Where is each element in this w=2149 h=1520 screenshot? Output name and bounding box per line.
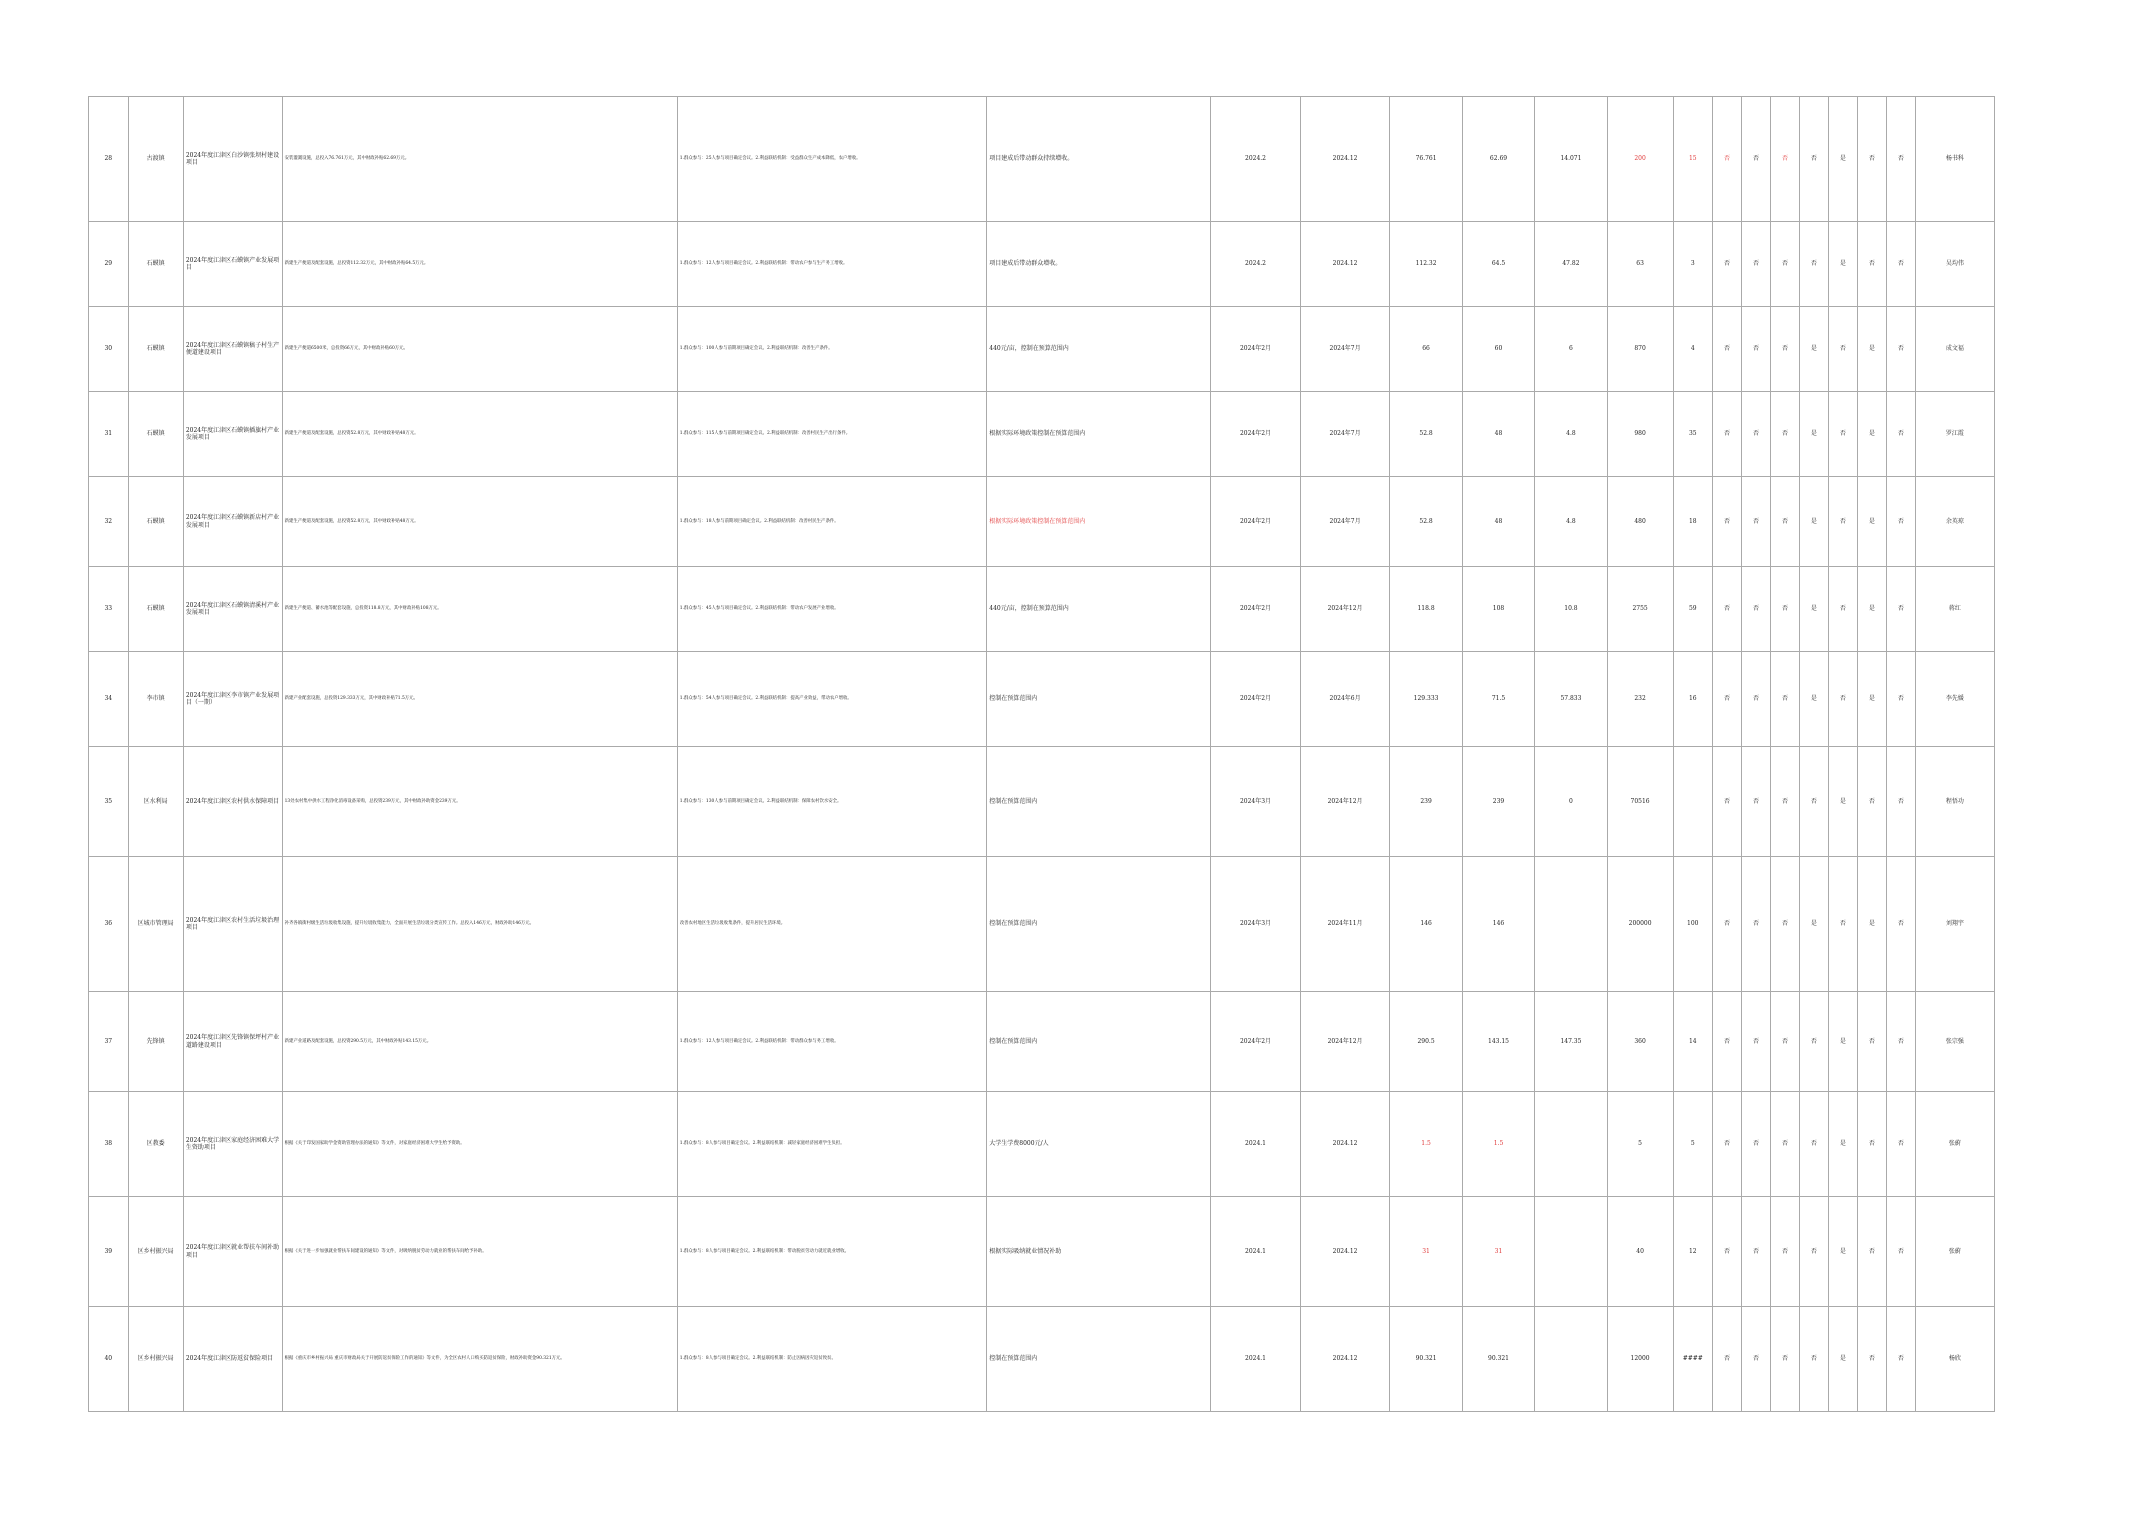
flag-cell: 否 <box>1886 477 1915 567</box>
flag-cell: 否 <box>1770 97 1799 222</box>
flag-cell: 否 <box>1713 392 1742 477</box>
total-investment-cell: 239 <box>1390 747 1462 857</box>
town-cell: 古渡镇 <box>128 97 183 222</box>
town-cell: 区水利局 <box>128 747 183 857</box>
flag-cell: 是 <box>1857 857 1886 992</box>
town-cell: 李市镇 <box>128 652 183 747</box>
flag-cell: 否 <box>1742 1307 1771 1412</box>
total-investment-cell: 290.5 <box>1390 992 1462 1092</box>
flag-cell: 是 <box>1857 567 1886 652</box>
flag-cell: 是 <box>1828 1307 1857 1412</box>
flag-cell: 是 <box>1857 392 1886 477</box>
flag-cell: 否 <box>1713 1092 1742 1197</box>
row-number: 37 <box>89 992 129 1092</box>
row-number: 38 <box>89 1092 129 1197</box>
flag-cell: 否 <box>1828 567 1857 652</box>
fiscal-funds-cell: 90.321 <box>1462 1307 1534 1412</box>
owner-cell: 杨欣 <box>1915 1307 1994 1412</box>
end-date-cell: 2024.12 <box>1300 1197 1390 1307</box>
other-funds-cell: 10.8 <box>1535 567 1607 652</box>
flag-cell: 是 <box>1799 477 1828 567</box>
flag-cell: 否 <box>1742 222 1771 307</box>
fiscal-funds-cell: 48 <box>1462 392 1534 477</box>
flag-cell: 否 <box>1770 1307 1799 1412</box>
content-cell: 新建生产便道及配套设施，总投资112.32万元，其中财政补贴64.5万元。 <box>282 222 677 307</box>
end-date-cell: 2024年6月 <box>1300 652 1390 747</box>
flag-cell: 否 <box>1770 222 1799 307</box>
fiscal-funds-cell: 48 <box>1462 477 1534 567</box>
owner-cell: 张蔚 <box>1915 1092 1994 1197</box>
flag-cell: 否 <box>1742 652 1771 747</box>
flag-cell: 否 <box>1742 307 1771 392</box>
goal-cell: 控制在预算范围内 <box>987 992 1211 1092</box>
row-number: 29 <box>89 222 129 307</box>
town-cell: 石蟆镇 <box>128 307 183 392</box>
start-date-cell: 2024年2月 <box>1211 392 1301 477</box>
benefit-cell: 1.群众参与：54人参与项目确定会议。2.利益联结机制：提高产业效益，带动农户增收。 <box>677 652 987 747</box>
flag-cell: 否 <box>1713 222 1742 307</box>
flag-cell: 否 <box>1742 747 1771 857</box>
flag-cell: 是 <box>1828 992 1857 1092</box>
other-funds-cell <box>1535 1307 1607 1412</box>
project-name-cell: 2024年度江津区防返贫保险项目 <box>183 1307 282 1412</box>
start-date-cell: 2024.2 <box>1211 222 1301 307</box>
town-cell: 石蟆镇 <box>128 567 183 652</box>
flag-cell: 否 <box>1857 1307 1886 1412</box>
poor-households-cell: 3 <box>1673 222 1713 307</box>
fiscal-funds-cell: 71.5 <box>1462 652 1534 747</box>
flag-cell: 否 <box>1742 567 1771 652</box>
flag-cell: 否 <box>1713 307 1742 392</box>
table-row <box>89 747 1995 857</box>
table-row <box>89 992 1995 1092</box>
other-funds-cell: 47.82 <box>1535 222 1607 307</box>
total-investment-cell: 66 <box>1390 307 1462 392</box>
town-cell: 区乡村振兴局 <box>128 1307 183 1412</box>
owner-cell: 刘翔宇 <box>1915 857 1994 992</box>
flag-cell: 否 <box>1886 392 1915 477</box>
other-funds-cell: 147.35 <box>1535 992 1607 1092</box>
project-name-cell: 2024年度江津区就业帮扶车间补助项目 <box>183 1197 282 1307</box>
other-funds-cell: 4.8 <box>1535 392 1607 477</box>
flag-cell: 是 <box>1799 652 1828 747</box>
town-cell: 石蟆镇 <box>128 477 183 567</box>
flag-cell: 是 <box>1857 477 1886 567</box>
flag-cell: 否 <box>1857 222 1886 307</box>
flag-cell: 否 <box>1770 747 1799 857</box>
row-number: 33 <box>89 567 129 652</box>
end-date-cell: 2024年7月 <box>1300 307 1390 392</box>
benefit-cell: 1.群众参与：8人参与项目确定会议。2.利益联结机制：减轻家庭经济困难学生负担。 <box>677 1092 987 1197</box>
flag-cell: 是 <box>1828 97 1857 222</box>
total-investment-cell: 52.8 <box>1390 477 1462 567</box>
table-row <box>89 1307 1995 1412</box>
flag-cell: 否 <box>1770 652 1799 747</box>
beneficiary-households-cell: 980 <box>1607 392 1673 477</box>
content-cell: 根据《关于印发国家助学金资助管理办法的通知》等文件，对家庭经济困难大学生给予资助。 <box>282 1092 677 1197</box>
project-name-cell: 2024年度江津区石蟆镇新店村产业发展项目 <box>183 477 282 567</box>
row-number: 32 <box>89 477 129 567</box>
town-cell: 区教委 <box>128 1092 183 1197</box>
table-row <box>89 1197 1995 1307</box>
owner-cell: 张宗强 <box>1915 992 1994 1092</box>
content-cell: 安装灌溉设施，总投入76.761万元，其中财政补贴62.69万元。 <box>282 97 677 222</box>
start-date-cell: 2024年2月 <box>1211 567 1301 652</box>
flag-cell: 否 <box>1742 1092 1771 1197</box>
flag-cell: 否 <box>1799 97 1828 222</box>
flag-cell: 否 <box>1742 1197 1771 1307</box>
start-date-cell: 2024年2月 <box>1211 307 1301 392</box>
goal-cell: 根据实际吸纳就业情况补助 <box>987 1197 1211 1307</box>
table-row <box>89 97 1995 222</box>
goal-cell: 440元/亩，控制在预算范围内 <box>987 307 1211 392</box>
fiscal-funds-cell: 108 <box>1462 567 1534 652</box>
beneficiary-households-cell: 2755 <box>1607 567 1673 652</box>
table-body <box>89 97 1995 1412</box>
flag-cell: 否 <box>1742 392 1771 477</box>
total-investment-cell: 112.32 <box>1390 222 1462 307</box>
benefit-cell: 1.群众参与：130人参与前期项目确定会议。2.利益联结机制：保障农村饮水安全。 <box>677 747 987 857</box>
flag-cell: 否 <box>1886 1197 1915 1307</box>
beneficiary-households-cell: 63 <box>1607 222 1673 307</box>
flag-cell: 否 <box>1886 307 1915 392</box>
table-row <box>89 567 1995 652</box>
flag-cell: 否 <box>1713 1197 1742 1307</box>
start-date-cell: 2024.1 <box>1211 1307 1301 1412</box>
row-number: 28 <box>89 97 129 222</box>
owner-cell: 罗江霞 <box>1915 392 1994 477</box>
flag-cell: 否 <box>1799 222 1828 307</box>
flag-cell: 否 <box>1886 992 1915 1092</box>
flag-cell: 是 <box>1828 1092 1857 1197</box>
goal-cell: 控制在预算范围内 <box>987 747 1211 857</box>
flag-cell: 否 <box>1713 747 1742 857</box>
flag-cell: 否 <box>1742 992 1771 1092</box>
goal-cell: 根据实际环境政策控制在预算范围内 <box>987 392 1211 477</box>
project-name-cell: 2024年度江津区家庭经济困难大学生资助项目 <box>183 1092 282 1197</box>
owner-cell: 杨书科 <box>1915 97 1994 222</box>
fiscal-funds-cell: 146 <box>1462 857 1534 992</box>
content-cell: 新建产业道路及配套设施，总投资290.5万元，其中财政补贴143.15万元。 <box>282 992 677 1092</box>
project-name-cell: 2024年度江津区先锋镇保坪村产业道路建设项目 <box>183 992 282 1092</box>
flag-cell: 否 <box>1886 97 1915 222</box>
project-name-cell: 2024年度江津区农村生活垃圾治理项目 <box>183 857 282 992</box>
other-funds-cell: 14.071 <box>1535 97 1607 222</box>
beneficiary-households-cell: 40 <box>1607 1197 1673 1307</box>
owner-cell: 程悟功 <box>1915 747 1994 857</box>
poor-households-cell: 100 <box>1673 857 1713 992</box>
flag-cell: 否 <box>1886 567 1915 652</box>
table-row <box>89 307 1995 392</box>
flag-cell: 否 <box>1713 992 1742 1092</box>
project-name-cell: 2024年度江津区农村供水保障项目 <box>183 747 282 857</box>
goal-cell: 控制在预算范围内 <box>987 652 1211 747</box>
poor-households-cell: #### <box>1673 1307 1713 1412</box>
beneficiary-households-cell: 12000 <box>1607 1307 1673 1412</box>
end-date-cell: 2024.12 <box>1300 1092 1390 1197</box>
project-name-cell: 2024年度江津区石蟆镇产业发展项目 <box>183 222 282 307</box>
flag-cell: 否 <box>1857 992 1886 1092</box>
content-cell: 新建生产便道及配套设施，总投资52.8万元，其中财政补贴48万元。 <box>282 477 677 567</box>
content-cell: 新建生产便道及配套设施，总投资52.8万元，其中财政补贴48万元。 <box>282 392 677 477</box>
row-number: 34 <box>89 652 129 747</box>
town-cell: 区乡村振兴局 <box>128 1197 183 1307</box>
goal-cell: 控制在预算范围内 <box>987 1307 1211 1412</box>
flag-cell: 否 <box>1857 1092 1886 1197</box>
total-investment-cell: 1.5 <box>1390 1092 1462 1197</box>
end-date-cell: 2024.12 <box>1300 1307 1390 1412</box>
table-row <box>89 477 1995 567</box>
table-row <box>89 392 1995 477</box>
flag-cell: 否 <box>1799 1197 1828 1307</box>
flag-cell: 否 <box>1828 477 1857 567</box>
owner-cell: 张蔚 <box>1915 1197 1994 1307</box>
goal-cell: 控制在预算范围内 <box>987 857 1211 992</box>
town-cell: 石蟆镇 <box>128 222 183 307</box>
goal-cell: 项目建成后带动群众增收。 <box>987 222 1211 307</box>
flag-cell: 是 <box>1828 747 1857 857</box>
flag-cell: 否 <box>1770 567 1799 652</box>
poor-households-cell: 5 <box>1673 1092 1713 1197</box>
town-cell: 区城市管理局 <box>128 857 183 992</box>
flag-cell: 否 <box>1799 747 1828 857</box>
goal-cell: 大学生学费8000元/人 <box>987 1092 1211 1197</box>
benefit-cell: 1.群众参与：18人参与前期项目确定会议。2.利益联结机制：改善村民生产条件。 <box>677 477 987 567</box>
benefit-cell: 1.群众参与：45人参与项目确定会议。2.利益联结机制：带动农户发展产业增收。 <box>677 567 987 652</box>
flag-cell: 否 <box>1742 97 1771 222</box>
flag-cell: 否 <box>1770 992 1799 1092</box>
fiscal-funds-cell: 143.15 <box>1462 992 1534 1092</box>
poor-households-cell: 59 <box>1673 567 1713 652</box>
owner-cell: 吴均伟 <box>1915 222 1994 307</box>
end-date-cell: 2024年7月 <box>1300 392 1390 477</box>
fiscal-funds-cell: 60 <box>1462 307 1534 392</box>
flag-cell: 否 <box>1886 857 1915 992</box>
poor-households-cell: 16 <box>1673 652 1713 747</box>
other-funds-cell <box>1535 857 1607 992</box>
project-name-cell: 2024年度江津区石蟆镇清溪村产业发展项目 <box>183 567 282 652</box>
total-investment-cell: 76.761 <box>1390 97 1462 222</box>
other-funds-cell <box>1535 1092 1607 1197</box>
fiscal-funds-cell: 62.69 <box>1462 97 1534 222</box>
other-funds-cell <box>1535 1197 1607 1307</box>
flag-cell: 是 <box>1857 652 1886 747</box>
project-table <box>88 96 1995 1412</box>
content-cell: 新建生产便道6500米，总投资66万元，其中财政补贴60万元。 <box>282 307 677 392</box>
flag-cell: 否 <box>1857 1197 1886 1307</box>
flag-cell: 否 <box>1857 97 1886 222</box>
fiscal-funds-cell: 64.5 <box>1462 222 1534 307</box>
benefit-cell: 1.群众参与：25人参与项目确定会议。2.利益联结机制：受益群众生产成本降低，农户增收。 <box>677 97 987 222</box>
goal-cell: 根据实际环境政策控制在预算范围内 <box>987 477 1211 567</box>
start-date-cell: 2024年2月 <box>1211 992 1301 1092</box>
flag-cell: 否 <box>1828 307 1857 392</box>
flag-cell: 否 <box>1886 1307 1915 1412</box>
flag-cell: 否 <box>1886 222 1915 307</box>
town-cell: 先锋镇 <box>128 992 183 1092</box>
flag-cell: 是 <box>1799 857 1828 992</box>
flag-cell: 否 <box>1713 97 1742 222</box>
poor-households-cell: 18 <box>1673 477 1713 567</box>
beneficiary-households-cell: 200 <box>1607 97 1673 222</box>
end-date-cell: 2024年7月 <box>1300 477 1390 567</box>
beneficiary-households-cell: 360 <box>1607 992 1673 1092</box>
end-date-cell: 2024年12月 <box>1300 747 1390 857</box>
benefit-cell: 1.群众参与：8人参与项目确定会议。2.利益联结机制：防止因病因灾返贫致贫。 <box>677 1307 987 1412</box>
poor-households-cell: 12 <box>1673 1197 1713 1307</box>
flag-cell: 否 <box>1713 477 1742 567</box>
flag-cell: 否 <box>1770 477 1799 567</box>
fiscal-funds-cell: 1.5 <box>1462 1092 1534 1197</box>
town-cell: 石蟆镇 <box>128 392 183 477</box>
poor-households-cell: 4 <box>1673 307 1713 392</box>
poor-households-cell <box>1673 747 1713 857</box>
start-date-cell: 2024.1 <box>1211 1197 1301 1307</box>
poor-households-cell: 14 <box>1673 992 1713 1092</box>
table-row <box>89 222 1995 307</box>
end-date-cell: 2024年12月 <box>1300 992 1390 1092</box>
row-number: 30 <box>89 307 129 392</box>
content-cell: 根据《关于进一步加强就业帮扶车间建设的通知》等文件，对吸纳脱贫劳动力就业的帮扶车间给予补助。 <box>282 1197 677 1307</box>
owner-cell: 李先媛 <box>1915 652 1994 747</box>
flag-cell: 否 <box>1770 307 1799 392</box>
flag-cell: 是 <box>1828 1197 1857 1307</box>
other-funds-cell: 57.833 <box>1535 652 1607 747</box>
project-name-cell: 2024年度江津区石蟆镇插旗村产业发展项目 <box>183 392 282 477</box>
content-cell: 补齐各镇街村级生活垃圾收集设施，提升垃圾收集能力，全面开展生活垃圾分类宣传工作。总投入146万元，财政补助146万元。 <box>282 857 677 992</box>
goal-cell: 项目建成后带动群众持续增收。 <box>987 97 1211 222</box>
total-investment-cell: 129.333 <box>1390 652 1462 747</box>
flag-cell: 否 <box>1742 857 1771 992</box>
content-cell: 根据《重庆市乡村振兴局 重庆市财政局关于开展防返贫保险工作的通知》等文件，为全区农村人口购买防返贫保险，财政补助资金90.321万元。 <box>282 1307 677 1412</box>
start-date-cell: 2024年3月 <box>1211 747 1301 857</box>
flag-cell: 否 <box>1713 1307 1742 1412</box>
flag-cell: 是 <box>1799 392 1828 477</box>
benefit-cell: 1.群众参与：12人参与项目确定会议。2.利益联结机制：带动农户参与生产务工增收。 <box>677 222 987 307</box>
total-investment-cell: 31 <box>1390 1197 1462 1307</box>
table-row <box>89 652 1995 747</box>
fiscal-funds-cell: 31 <box>1462 1197 1534 1307</box>
flag-cell: 否 <box>1886 652 1915 747</box>
end-date-cell: 2024.12 <box>1300 97 1390 222</box>
flag-cell: 否 <box>1886 1092 1915 1197</box>
total-investment-cell: 118.8 <box>1390 567 1462 652</box>
flag-cell: 否 <box>1713 652 1742 747</box>
start-date-cell: 2024.2 <box>1211 97 1301 222</box>
fiscal-funds-cell: 239 <box>1462 747 1534 857</box>
end-date-cell: 2024年11月 <box>1300 857 1390 992</box>
owner-cell: 成文福 <box>1915 307 1994 392</box>
beneficiary-households-cell: 480 <box>1607 477 1673 567</box>
total-investment-cell: 90.321 <box>1390 1307 1462 1412</box>
flag-cell: 否 <box>1713 567 1742 652</box>
owner-cell: 蒋红 <box>1915 567 1994 652</box>
flag-cell: 否 <box>1799 1092 1828 1197</box>
row-number: 40 <box>89 1307 129 1412</box>
flag-cell: 否 <box>1828 857 1857 992</box>
start-date-cell: 2024年2月 <box>1211 652 1301 747</box>
other-funds-cell: 0 <box>1535 747 1607 857</box>
total-investment-cell: 52.8 <box>1390 392 1462 477</box>
flag-cell: 否 <box>1742 477 1771 567</box>
content-cell: 新建产业配套设施，总投资129.333万元，其中财政补贴71.5万元。 <box>282 652 677 747</box>
other-funds-cell: 6 <box>1535 307 1607 392</box>
beneficiary-households-cell: 232 <box>1607 652 1673 747</box>
benefit-cell: 1.群众参与：100人参与前期项目确定会议。2.利益联结机制：改善生产条件。 <box>677 307 987 392</box>
flag-cell: 是 <box>1799 567 1828 652</box>
poor-households-cell: 15 <box>1673 97 1713 222</box>
flag-cell: 否 <box>1770 1092 1799 1197</box>
project-table-sheet <box>88 96 1995 1363</box>
flag-cell: 是 <box>1799 307 1828 392</box>
row-number: 31 <box>89 392 129 477</box>
benefit-cell: 1.群众参与：115人参与前期项目确定会议。2.利益联结机制：改善村民生产出行条件。 <box>677 392 987 477</box>
benefit-cell: 1.群众参与：8人参与项目确定会议。2.利益联结机制：带动脱贫劳动力就近就业增收。 <box>677 1197 987 1307</box>
flag-cell: 否 <box>1799 992 1828 1092</box>
project-name-cell: 2024年度江津区白沙镇张坝村建设项目 <box>183 97 282 222</box>
flag-cell: 是 <box>1857 307 1886 392</box>
end-date-cell: 2024.12 <box>1300 222 1390 307</box>
goal-cell: 440元/亩，控制在预算范围内 <box>987 567 1211 652</box>
beneficiary-households-cell: 870 <box>1607 307 1673 392</box>
flag-cell: 否 <box>1828 392 1857 477</box>
flag-cell: 否 <box>1713 857 1742 992</box>
flag-cell: 否 <box>1770 1197 1799 1307</box>
flag-cell: 否 <box>1770 857 1799 992</box>
end-date-cell: 2024年12月 <box>1300 567 1390 652</box>
content-cell: 新建生产便道、蓄水池等配套设施，总投资118.8万元，其中财政补贴108万元。 <box>282 567 677 652</box>
poor-households-cell: 35 <box>1673 392 1713 477</box>
flag-cell: 否 <box>1886 747 1915 857</box>
flag-cell: 否 <box>1857 747 1886 857</box>
table-row <box>89 857 1995 992</box>
other-funds-cell: 4.8 <box>1535 477 1607 567</box>
content-cell: 13处农村集中供水工程净化消毒设备采购，总投资239万元，其中财政补助资金239万元。 <box>282 747 677 857</box>
beneficiary-households-cell: 5 <box>1607 1092 1673 1197</box>
flag-cell: 否 <box>1799 1307 1828 1412</box>
total-investment-cell: 146 <box>1390 857 1462 992</box>
start-date-cell: 2024年2月 <box>1211 477 1301 567</box>
row-number: 36 <box>89 857 129 992</box>
start-date-cell: 2024年3月 <box>1211 857 1301 992</box>
project-name-cell: 2024年度江津区石蟆镇稿子村生产便道建设项目 <box>183 307 282 392</box>
beneficiary-households-cell: 70516 <box>1607 747 1673 857</box>
row-number: 39 <box>89 1197 129 1307</box>
flag-cell: 是 <box>1828 222 1857 307</box>
project-name-cell: 2024年度江津区李市镇产业发展项目（一期） <box>183 652 282 747</box>
flag-cell: 否 <box>1770 392 1799 477</box>
beneficiary-households-cell: 200000 <box>1607 857 1673 992</box>
benefit-cell: 1.群众参与：12人参与项目确定会议。2.利益联结机制：带动群众参与务工增收。 <box>677 992 987 1092</box>
start-date-cell: 2024.1 <box>1211 1092 1301 1197</box>
owner-cell: 余英琼 <box>1915 477 1994 567</box>
benefit-cell: 改善农村地区生活垃圾收集条件，提升居民生活环境。 <box>677 857 987 992</box>
row-number: 35 <box>89 747 129 857</box>
flag-cell: 否 <box>1828 652 1857 747</box>
table-row <box>89 1092 1995 1197</box>
